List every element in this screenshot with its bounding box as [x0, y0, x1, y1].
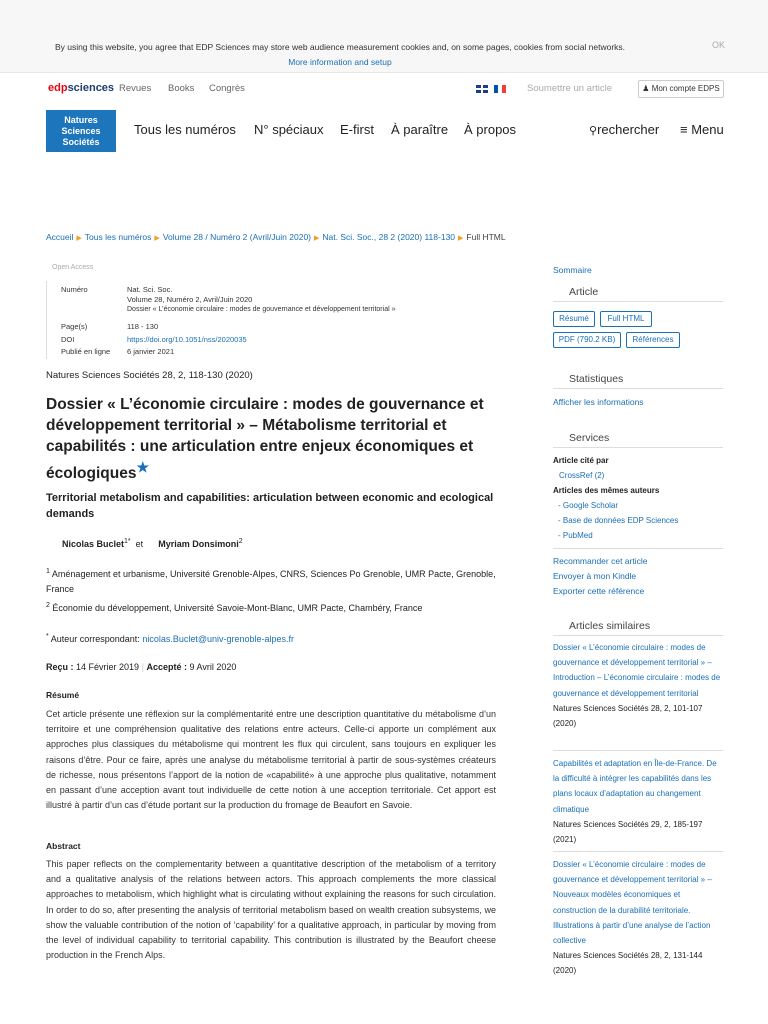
cookie-more-info-link[interactable]: More information and setup — [288, 57, 392, 67]
similar-article[interactable] — [553, 857, 723, 979]
english-flag-icon[interactable] — [476, 85, 488, 93]
logo-sciences-text: sciences — [67, 82, 115, 94]
journal-logo-line: Natures — [64, 115, 98, 125]
author-name[interactable]: Myriam Donsimoni — [158, 539, 239, 549]
nav-efirst[interactable]: E-first — [340, 122, 374, 137]
nav-forthcoming[interactable]: À paraître — [391, 122, 449, 137]
resume-text: Cet article présente une réflexion sur la complémentarité entre une description quantitative du métabolisme d’un territoire et une compréhension qualitative des relations entre acteurs. Celle-ci apporte un complément aux approches plus classiques du métabolisme qui montrent les flux qui circulent, sans toujours en expliquer les raisons d’être. Pour ce faire, après une analyse du métabolisme territorial à partir de sous-systèmes créateurs de richesse, nous présentons l’apport de la notion de «capabilité» à une approche plus qualitative, notamment en passant d’une acception avant tout individuelle de cette notion à une acception territoriale. Cet apport est illustré à partir d’un cas d’étude portant sur la production du fromage de Beaufort en Savoie. — [46, 709, 496, 811]
abstract-heading: Abstract — [46, 841, 81, 851]
nav-all-issues[interactable]: Tous les numéros — [134, 122, 236, 137]
cookie-banner — [0, 0, 768, 73]
account-label: Mon compte EDPS — [651, 84, 720, 93]
pubmed-link[interactable]: - PubMed — [558, 531, 593, 540]
meta-pages-label: Page(s) — [61, 322, 88, 331]
breadcrumb-separator-icon: ▶ — [458, 235, 464, 242]
breadcrumb-home[interactable]: Accueil — [46, 232, 74, 242]
meta-pages: 118 - 130 — [127, 322, 159, 331]
toplink-congres[interactable]: Congrès — [209, 83, 245, 94]
doi-link[interactable]: https://doi.org/10.1051/nss/2020035 — [127, 335, 247, 344]
breadcrumb-separator-icon: ▶ — [76, 235, 82, 242]
breadcrumb-volume[interactable]: Volume 28 / Numéro 2 (Avril/Juin 2020) — [162, 232, 312, 242]
sidebar-article-heading: Article — [553, 286, 723, 302]
breadcrumb — [46, 232, 506, 242]
meta-doi-label: DOI — [61, 335, 75, 344]
breadcrumb-separator-icon: ▶ — [314, 235, 320, 242]
affiliation-text: Aménagement et urbanisme, Université Grenoble-Alpes, CNRS, Sciences Po Grenoble, UMR Pacte, Grenoble, France — [46, 569, 496, 594]
meta-numero-dossier: Dossier « L’économie circulaire : modes de gouvernance et développement territorial » — [127, 306, 396, 313]
similar-article[interactable] — [553, 640, 723, 731]
user-icon: ♟ — [642, 84, 650, 93]
similar-article-source: Natures Sciences Sociétés 28, 2, 131-144 (2020) — [553, 951, 703, 976]
nav-special-issues[interactable]: N° spéciaux — [254, 122, 324, 137]
references-button[interactable]: Références — [626, 332, 680, 348]
stats-link[interactable]: Afficher les informations — [553, 397, 644, 407]
author-name[interactable]: Nicolas Buclet — [62, 539, 125, 549]
logo-edp-text: edp — [48, 82, 68, 94]
affiliation-text: Économie du développement, Université Savoie-Mont-Blanc, UMR Pacte, Chambéry, France — [52, 603, 423, 613]
similar-article-title[interactable]: Dossier « L’économie circulaire : modes de gouvernance et développement territorial » – Introduction – L’économie circulaire : modes de gouvernance et développement territorial — [553, 643, 721, 698]
breadcrumb-separator-icon: ▶ — [154, 235, 160, 242]
author-affiliation-sup: 1* — [124, 538, 131, 545]
search-icon: ⚲ — [589, 125, 598, 137]
menu-label: Menu — [691, 122, 724, 137]
toplink-revues[interactable]: Revues — [119, 83, 152, 94]
article-subtitle: Territorial metabolism and capabilities: articulation between economic and ecological demands — [46, 492, 494, 520]
sommaire-link[interactable]: Sommaire — [553, 265, 592, 275]
author-conjunction: et — [135, 539, 144, 549]
pdf-button[interactable]: PDF (790.2 KB) — [553, 332, 621, 348]
edp-database-link[interactable]: - Base de données EDP Sciences — [558, 516, 679, 525]
article-metadata — [46, 281, 517, 359]
journal-logo-line: Sciences — [61, 126, 101, 136]
article-title-text: Dossier « L’économie circulaire : modes de gouvernance et développement territorial » – Métabolisme territorial et capabilités : une articulation entre enjeux économiques et écologiques — [46, 396, 484, 483]
top-navigation — [0, 74, 768, 104]
hamburger-icon: ≡ — [680, 122, 688, 137]
affiliation-2 — [46, 598, 516, 616]
cookie-text: By using this website, you agree that EDP Sciences may store web audience measurement cookies and, on some pages, cookies from social networks. — [54, 42, 626, 52]
google-scholar-link[interactable]: - Google Scholar — [558, 501, 619, 510]
article-citation: Natures Sciences Sociétés 28, 2, 118-130 (2020) — [46, 370, 253, 381]
menu-button[interactable] — [680, 122, 724, 137]
breadcrumb-current: Full HTML — [466, 232, 506, 242]
sidebar-similar-heading: Articles similaires — [553, 620, 723, 636]
article-title — [46, 394, 516, 484]
search-label: rechercher — [597, 122, 660, 137]
sidebar-stats-heading: Statistiques — [553, 373, 723, 389]
corresponding-label: Auteur correspondant: — [50, 634, 140, 644]
similar-article-title[interactable]: Dossier « L’économie circulaire : modes de gouvernance et développement territorial » – Nouveaux modèles économiques et construction de la durabilité territoriale. Illustrations à partir d’une analyse de l’action collective — [553, 860, 712, 946]
cookie-message — [50, 40, 630, 70]
sidebar-divider — [553, 548, 723, 549]
search-button[interactable] — [589, 122, 659, 137]
recommend-link[interactable]: Recommander cet article — [553, 556, 648, 566]
affiliation-sup: 2 — [46, 602, 50, 609]
journal-navigation — [0, 108, 768, 154]
account-button[interactable] — [638, 80, 724, 98]
similar-article[interactable] — [553, 756, 723, 847]
author-affiliation-sup: 2 — [238, 538, 243, 545]
crossref-link[interactable]: CrossRef (2) — [559, 471, 605, 480]
open-access-label: Open Access — [52, 264, 94, 271]
meta-published: 6 janvier 2021 — [127, 347, 175, 356]
resume-button[interactable]: Résumé — [553, 311, 595, 327]
breadcrumb-all-issues[interactable]: Tous les numéros — [84, 232, 152, 242]
affiliation-sup: 1 — [46, 568, 50, 575]
received-label: Reçu : — [46, 662, 74, 672]
cookie-ok-button[interactable]: OK — [712, 40, 726, 50]
meta-published-label: Publié en ligne — [61, 347, 111, 356]
sidebar-services-heading: Services — [553, 432, 723, 448]
article-dates — [46, 662, 236, 672]
journal-logo-line: Sociétés — [62, 137, 100, 147]
date-divider: | — [141, 662, 144, 672]
meta-numero-label: Numéro — [61, 285, 88, 294]
corresponding-email-link[interactable]: nicolas.Buclet@univ-grenoble-alpes.fr — [142, 634, 295, 644]
journal-logo[interactable] — [46, 110, 116, 152]
similar-article-title[interactable]: Capabilités et adaptation en Île-de-France. De la difficulté à intégrer les capabilités dans les plans locaux d’adaptation au changement climatique — [553, 759, 717, 814]
edp-sciences-logo[interactable] — [48, 82, 114, 94]
authors — [62, 538, 243, 549]
cited-by-label: Article cité par — [553, 456, 609, 465]
breadcrumb-article[interactable]: Nat. Sci. Soc., 28 2 (2020) 118-130 — [322, 232, 456, 242]
export-reference-link[interactable]: Exporter cette référence — [553, 586, 645, 596]
resume-heading: Résumé — [46, 690, 80, 700]
meta-numero-journal: Nat. Sci. Soc. — [127, 285, 173, 294]
same-authors-label: Articles des mêmes auteurs — [553, 486, 660, 495]
accepted-label: Accepté : — [146, 662, 187, 672]
similar-divider — [553, 851, 723, 852]
star-icon[interactable]: ★ — [136, 459, 149, 475]
abstract-text: This paper reflects on the complementarity between a quantitative description of the metabolism of a territory and a qualitative analysis of the relations between actors. This approach complements the more classical approaches to metabolism, which highlight what is circulating without explaining the reasons for such circulation. In order to do so, after presenting the analysis of territorial metabolism based on wealth creation subsystems, we show the valuable contribution of the notion of ‘capability’ for a qualitative approach, in particular by moving from the level of individual capability to territorial capability. This contribution is illustrated by the Beaufort cheese production in the French Alps. — [46, 859, 496, 961]
similar-divider — [553, 750, 723, 751]
kindle-link[interactable]: Envoyer à mon Kindle — [553, 571, 637, 581]
accepted-date: 9 Avril 2020 — [189, 662, 237, 672]
corresponding-author — [46, 633, 294, 644]
received-date: 14 Février 2019 — [76, 662, 140, 672]
submit-article-link[interactable]: Soumettre un article — [527, 83, 613, 94]
french-flag-icon[interactable] — [494, 85, 506, 93]
meta-numero-volume: Volume 28, Numéro 2, Avril/Juin 2020 — [127, 295, 253, 304]
toplink-books[interactable]: Books — [168, 83, 195, 94]
similar-article-source: Natures Sciences Sociétés 28, 2, 101-107 (2020) — [553, 703, 703, 729]
corresponding-star: * — [46, 633, 49, 640]
affiliation-1 — [46, 564, 516, 597]
similar-article-source: Natures Sciences Sociétés 29, 2, 185-197 (2021) — [553, 819, 703, 845]
nav-about[interactable]: À propos — [464, 122, 517, 137]
full-html-button[interactable]: Full HTML — [600, 311, 652, 327]
